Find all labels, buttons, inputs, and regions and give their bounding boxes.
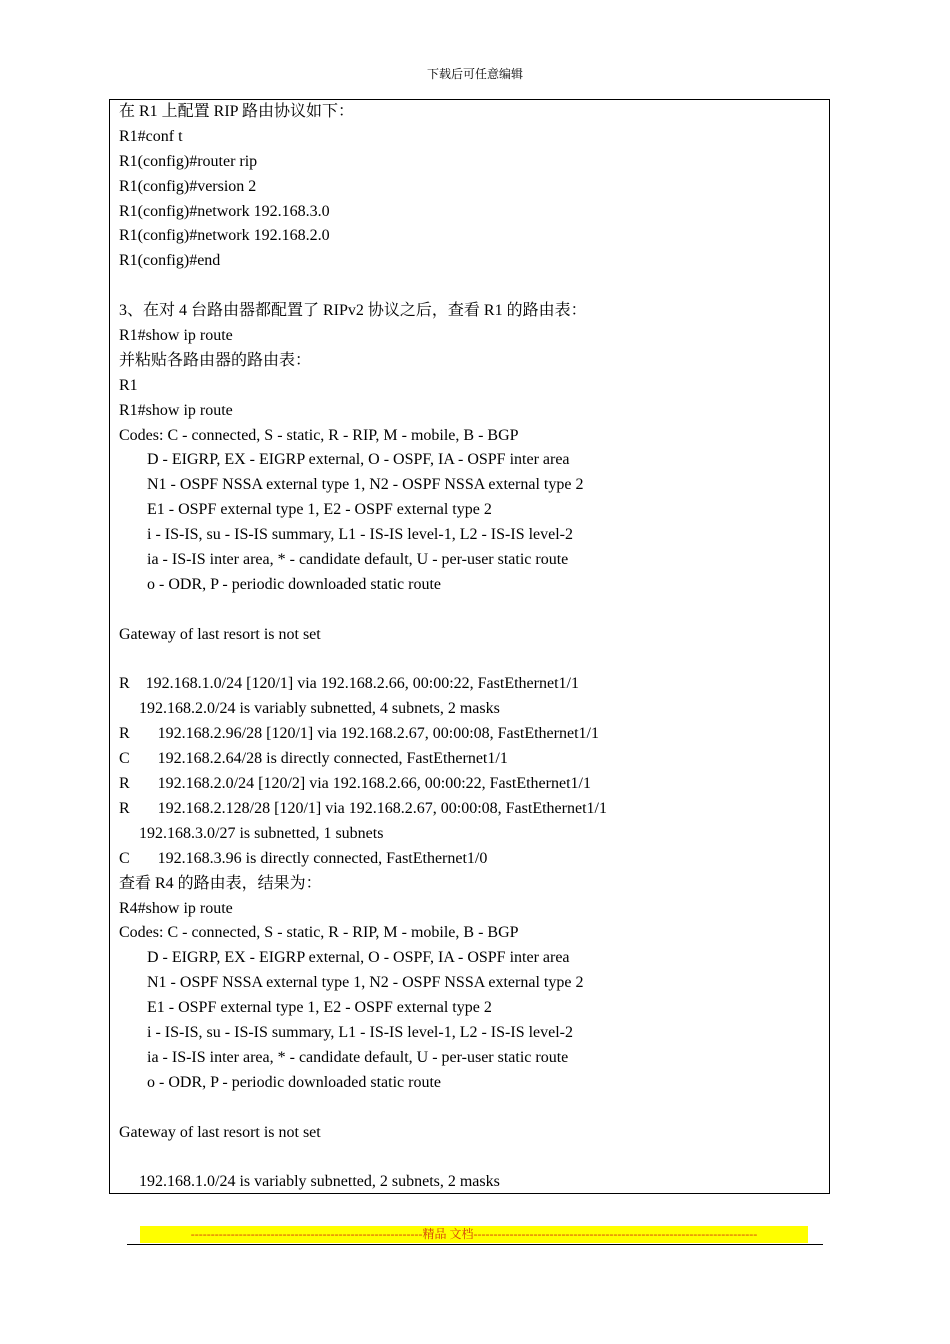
content-line: R1(config)#version 2 [119,177,257,195]
content-line: R1(config)#router rip [119,152,258,170]
content-line: R4#show ip route [119,899,233,917]
content-line: R1#conf t [119,127,183,145]
content-line: Gateway of last resort is not set [119,1123,321,1141]
content-line: 3、在对 4 台路由器都配置了 RIPv2 协议之后，查看 R1 的路由表： [119,302,587,320]
content-line: o - ODR, P - periodic downloaded static route [119,1073,442,1091]
content-line: 192.168.1.0/24 is variably subnetted, 2 subnets, 2 masks [119,1173,500,1191]
content-line [119,1096,823,1121]
content-line: i - IS-IS, su - IS-IS summary, L1 - IS-IS level-1, L2 - IS-IS level-2 [119,1023,574,1041]
content-line: R1(config)#network 192.168.2.0 [119,227,330,245]
content-line: 192.168.2.0/24 is variably subnetted, 4 subnets, 2 masks [119,700,500,718]
content-line: D - EIGRP, EX - EIGRP external, O - OSPF, IA - OSPF inter area [119,451,570,469]
content-line: ia - IS-IS inter area, * - candidate default, U - per-user static route [119,1048,569,1066]
content-line [119,1145,823,1170]
content-line: 在 R1 上配置 RIP 路由协议如下： [119,103,354,120]
content-line: R1#show ip route [119,401,233,419]
content-line [119,274,823,299]
content-line: E1 - OSPF external type 1, E2 - OSPF external type 2 [119,501,492,519]
footer-banner: ----------------------------------------------------------精品 文档----------------------------------------------------------------------- [140,1226,808,1243]
content-line: R 192.168.2.96/28 [120/1] via 192.168.2.67, 00:00:08, FastEthernet1/1 [119,725,599,743]
content-line: R 192.168.2.128/28 [120/1] via 192.168.2.67, 00:00:08, FastEthernet1/1 [119,799,607,817]
content-line: o - ODR, P - periodic downloaded static route [119,575,442,593]
content-line: i - IS-IS, su - IS-IS summary, L1 - IS-IS level-1, L2 - IS-IS level-2 [119,526,574,544]
content-line: 192.168.3.0/27 is subnetted, 1 subnets [119,824,384,842]
content-line: N1 - OSPF NSSA external type 1, N2 - OSPF NSSA external type 2 [119,476,584,494]
content-line: ia - IS-IS inter area, * - candidate default, U - per-user static route [119,551,569,569]
content-line: E1 - OSPF external type 1, E2 - OSPF external type 2 [119,999,492,1017]
content-line: R1(config)#end [119,252,221,270]
content-lines [119,100,823,1194]
content-line: D - EIGRP, EX - EIGRP external, O - OSPF, IA - OSPF inter area [119,949,570,967]
footer-rule [127,1244,823,1245]
content-line: N1 - OSPF NSSA external type 1, N2 - OSPF NSSA external type 2 [119,974,584,992]
content-line: C 192.168.2.64/28 is directly connected, FastEthernet1/1 [119,750,508,768]
content-line: 并粘贴各路由器的路由表： [119,351,312,369]
content-line: Gateway of last resort is not set [119,625,321,643]
content-line: R 192.168.1.0/24 [120/1] via 192.168.2.66, 00:00:22, FastEthernet1/1 [119,675,579,693]
content-line: R1(config)#network 192.168.3.0 [119,202,330,220]
content-line: R 192.168.2.0/24 [120/2] via 192.168.2.66, 00:00:22, FastEthernet1/1 [119,775,591,793]
content-line: R1 [119,376,138,394]
content-line: 查看 R4 的路由表，结果为： [119,874,322,892]
content-line [119,598,823,623]
content-box [109,99,830,1194]
content-line: Codes: C - connected, S - static, R - RIP, M - mobile, B - BGP [119,924,519,942]
content-line: R1#show ip route [119,327,233,345]
content-line: Codes: C - connected, S - static, R - RIP, M - mobile, B - BGP [119,426,519,444]
content-line [119,648,823,673]
page-header: 下载后可任意编辑 [426,67,523,81]
content-line: C 192.168.3.96 is directly connected, FastEthernet1/0 [119,849,488,867]
